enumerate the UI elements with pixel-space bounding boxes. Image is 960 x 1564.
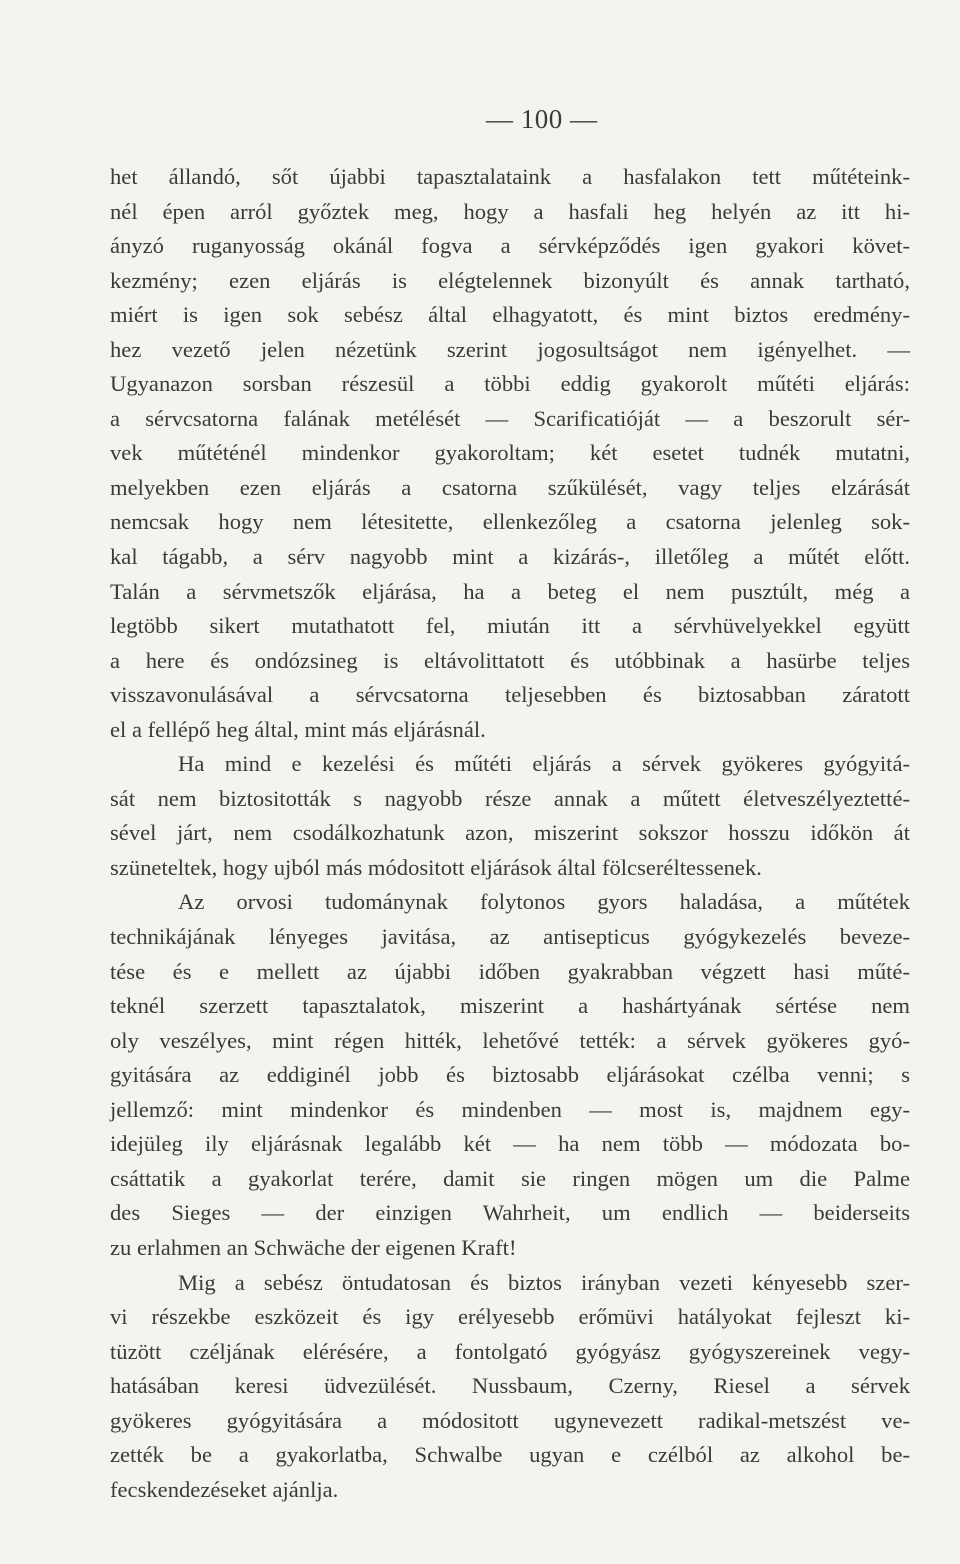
text-line: melyekben ezen eljárás a csatorna szűkülését, vagy teljes elzárását bbox=[110, 474, 910, 500]
text-line: a sérvcsatorna falának metélését — Scarificatióját — a beszorult sér- bbox=[110, 405, 910, 431]
text-line: Az orvosi tudománynak folytonos gyors haladása, a műtétek bbox=[178, 889, 910, 915]
text-line: gyitására az eddiginél jobb és biztosabb eljárásokat czélba venni; s bbox=[110, 1062, 910, 1088]
text-line: ányzó ruganyosság okánál fogva a sérvképződés igen gyakori követ- bbox=[110, 233, 910, 259]
text-line: nél épen arról győztek meg, hogy a hasfali heg helyén az itt hi- bbox=[110, 198, 910, 224]
text-line: Talán a sérvmetszők eljárása, ha a beteg el nem pusztúlt, még a bbox=[110, 578, 910, 604]
text-line: kezmény; ezen eljárás is elégtelennek bizonyúlt és annak tartható, bbox=[110, 267, 910, 293]
text-line: Ha mind e kezelési és műtéti eljárás a sérvek gyökeres gyógyitá- bbox=[178, 751, 910, 777]
text-line: idejüleg ily eljárásnak legalább két — ha nem több — módozata bo- bbox=[110, 1131, 910, 1157]
text-line: gyökeres gyógyitására a módositott ugynevezett radikal-metszést ve- bbox=[110, 1407, 910, 1433]
text-line: jellemző: mint mindenkor és mindenben — most is, majdnem egy- bbox=[110, 1096, 910, 1122]
text-line: legtöbb sikert mutathatott fel, miután itt a sérvhüvelyekkel együtt bbox=[110, 613, 910, 639]
text-line: des Sieges — der einzigen Wahrheit, um endlich — beiderseits bbox=[110, 1200, 910, 1226]
text-line: sével járt, nem csodálkozhatunk azon, miszerint sokszor hosszu időkön át bbox=[110, 820, 910, 846]
text-line: fecskendezéseket ajánlja. bbox=[110, 1476, 339, 1502]
text-line: miért is igen sok sebész által elhagyatott, és mint biztos eredmény- bbox=[110, 302, 910, 328]
text-line: szüneteltek, hogy ujból más módositott eljárások által fölcseréltessenek. bbox=[110, 854, 762, 880]
text-line: vek műtéténél mindenkor gyakoroltam; két esetet tudnék mutatni, bbox=[110, 440, 910, 466]
text-line: het állandó, sőt újabbi tapasztalataink a hasfalakon tett műtéteink- bbox=[110, 164, 910, 189]
text-line: kal tágabb, a sérv nagyobb mint a kizárás-, illetőleg a műtét előtt. bbox=[110, 544, 910, 570]
text-line: nemcsak hogy nem létesitette, ellenkezőleg a csatorna jelenleg sok- bbox=[110, 509, 910, 535]
text-line: technikájának lényeges javitása, az antisepticus gyógykezelés beveze- bbox=[110, 924, 910, 950]
text-line: a here és ondózsineg is eltávolittatott és utóbbinak a hasürbe teljes bbox=[110, 647, 910, 673]
text-line: tése és e mellett az újabbi időben gyakrabban végzett hasi műté- bbox=[110, 958, 910, 984]
text-line: el a fellépő heg által, mint más eljárásnál. bbox=[110, 716, 486, 742]
text-line: vi részekbe eszközeit és igy erélyesebb erőmüvi hatályokat fejleszt ki- bbox=[110, 1304, 910, 1330]
text-line: hatásában keresi üdvezülését. Nussbaum, Czerny, Riesel a sérvek bbox=[110, 1373, 910, 1399]
text-line: zu erlahmen an Schwäche der eigenen Kraft! bbox=[110, 1234, 517, 1260]
text-line: tüzött czéljának elérésére, a fontolgató gyógyász gyógyszereinek vegy- bbox=[110, 1338, 910, 1364]
text-line: sát nem biztositották s nagyobb része annak a műtett életveszélyeztetté- bbox=[110, 785, 910, 811]
text-line: Ugyanazon sorsban részesül a többi eddig gyakorolt műtéti eljárás: bbox=[110, 371, 910, 397]
text-line: zették be a gyakorlatba, Schwalbe ugyan e czélból az alkohol be- bbox=[110, 1442, 910, 1468]
text-line: oly veszélyes, mint régen hitték, lehetővé tették: a sérvek gyökeres gyó- bbox=[110, 1027, 910, 1053]
text-line: hez vezető jelen nézetünk szerint jogosultságot nem igényelhet. — bbox=[110, 336, 910, 362]
page-number: — 100 — bbox=[486, 104, 598, 134]
text-line: visszavonulásával a sérvcsatorna teljesebben és biztosabban záratott bbox=[110, 682, 910, 708]
text-line: Mig a sebész öntudatosan és biztos irányban vezeti kényesebb szer- bbox=[178, 1269, 910, 1295]
body-text bbox=[110, 160, 910, 1507]
text-line: teknél szerzett tapasztalatok, miszerint a hashártyának sértése nem bbox=[110, 993, 910, 1019]
text-line: csáttatik a gyakorlat terére, damit sie ringen mögen um die Palme bbox=[110, 1165, 910, 1191]
